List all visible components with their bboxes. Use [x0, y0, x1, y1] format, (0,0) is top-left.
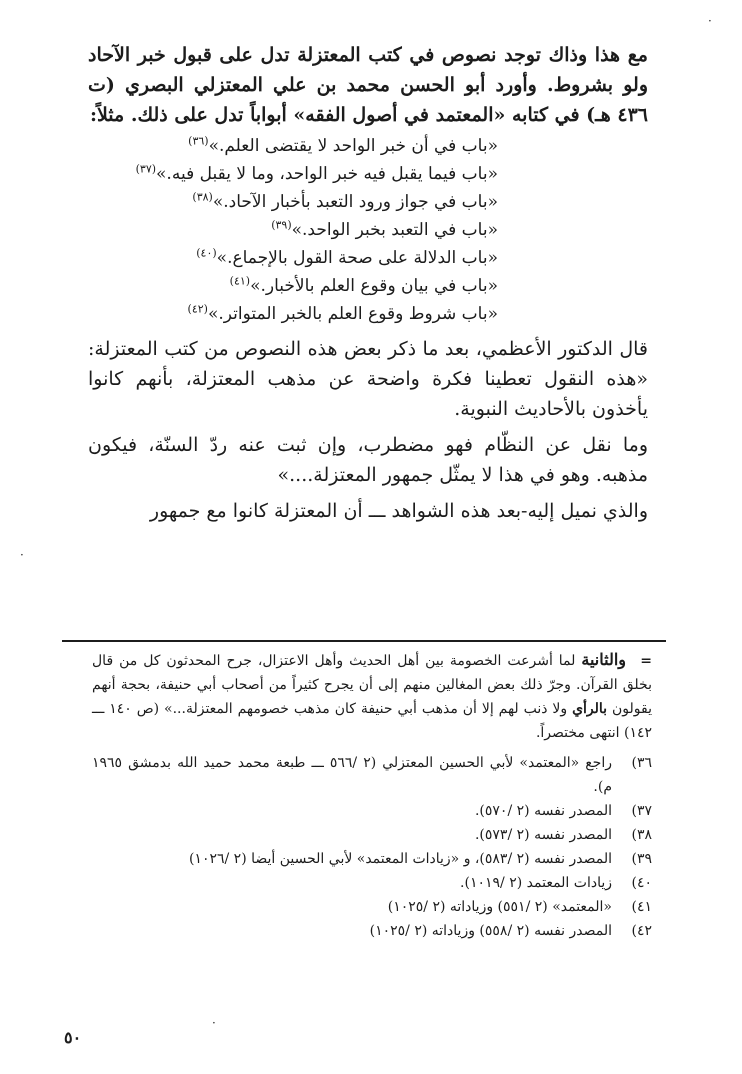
chapter-item: «باب في بيان وقوع العلم بالأخبار.»$^{(٤١)}$ [229, 274, 498, 296]
footnote-ref[interactable]: (٣٧) [135, 162, 157, 176]
chapter-item: «باب الدلالة على صحة القول بالإجماع.»$^{(٤٠)}$ [196, 246, 498, 268]
footnotes [92, 648, 652, 943]
footnote-ref[interactable]: (٣٦) [188, 134, 209, 148]
footnote-38 [92, 823, 652, 847]
footnote-text: المصدر نفسه (٢ /٥٧٠). [474, 803, 612, 819]
footnote-37 [92, 799, 652, 823]
footnote-text: المصدر نفسه (٢ /٥٨٣)، و «زيادات المعتمد» لأبي الحسين أيضا (٢ /١٠٢٦) [188, 851, 612, 867]
continuation-lead: والثانية [581, 650, 626, 669]
footnote-42 [92, 919, 652, 943]
footnote-text: المصدر نفسه (٢ /٥٧٣). [474, 827, 612, 843]
footnote-40 [92, 871, 652, 895]
continuation-marker: = [640, 653, 652, 669]
footnote-separator [62, 640, 666, 642]
footnote-ref[interactable]: (٣٩) [271, 218, 292, 232]
footnote-39 [92, 847, 652, 871]
chapter-item: «باب في أن خبر الواحد لا يقتضى العلم.»$^{(٣٦)}$ [188, 134, 498, 156]
footnote-number: ٣٧) [631, 803, 652, 819]
footnote-text: زيادات المعتمد (٢ /١٠١٩). [460, 875, 612, 891]
footnote-number: ٤٠) [631, 875, 652, 891]
paragraph-nazzam: وما نقل عن النظّام فهو مضطرب، وإن ثبت عنه ردّ السنّة، فيكون مذهبه. وهو في هذا لا يمثّل جمهور المعتزلة....» [88, 434, 648, 486]
footnote-ref[interactable]: (٣٨) [192, 190, 213, 204]
chapter-item: «باب في التعبد بخبر الواحد.»$^{(٣٩)}$ [271, 218, 498, 240]
keyword-raay: بالرأي [572, 701, 608, 717]
footnote-continuation: =والثانية لما أشرعت الخصومة بين أهل الحديث وأهل الاعتزال، جرح المحدثون كل من قال بخلق القرآن. وجرّ ذلك بعض المغالين منهم إلى أن يجرح كثيراً من أصحاب أبي حنيفة، بحجة أنهم يقولون بالرأي ولا ذنب لهم إلا أن مذهب أبي حنيفة كان مذهب خصومهم المعتزلة...» (ص ١٤٠ ـــ ١٤٢) انتهى مختصراً. [92, 650, 653, 741]
chapter-item: «باب في جواز ورود التعبد بأخبار الآحاد.»$^{(٣٨)}$ [192, 190, 498, 212]
chapter-item: «باب شروط وقوع العلم بالخبر المتواتر.»$^{(٤٢)}$ [187, 302, 498, 324]
main-text [88, 40, 648, 526]
footnote-text: راجع «المعتمد» لأبي الحسين المعتزلي (٢ /٥٦٦ ـــ طبعة محمد حميد الله بدمشق ١٩٦٥ م). [92, 755, 612, 795]
scan-speck: · [708, 14, 712, 28]
footnote-text: المصدر نفسه (٢ /٥٥٨) وزياداته (٢ /١٠٢٥) [369, 923, 612, 939]
footnote-number: ٣٩) [631, 851, 652, 867]
footnote-number: ٤١) [631, 899, 652, 915]
page-number: ٥٠ [64, 1028, 82, 1047]
footnote-ref[interactable]: (٤٢) [187, 302, 208, 316]
footnote-41 [92, 895, 652, 919]
footnote-36 [92, 751, 652, 799]
footnote-number: ٣٦) [631, 755, 652, 771]
paragraph-azami-quote: قال الدكتور الأعظمي، بعد ما ذكر بعض هذه النصوص من كتب المعتزلة: «هذه النقول تعطينا فكرة واضحة عن مذهب المعتزلة، بأنهم كانوا يأخذون بالأحاديث النبوية. [88, 338, 648, 420]
chapter-item: «باب فيما يقبل فيه خبر الواحد، وما لا يقبل فيه.»$^{(٣٧)}$ [135, 162, 498, 184]
scan-speck: · [20, 548, 24, 562]
paragraph-intro: مع هذا وذاك توجد نصوص في كتب المعتزلة تدل على قبول خبر الآحاد ولو بشروط. وأورد أبو الحسن محمد بن علي المعتزلي البصري (ت ٤٣٦ هـ) في كتابه «المعتمد في أصول الفقه» أبواباً تدل على ذلك. مثلاً: [88, 44, 648, 126]
chapter-list [88, 132, 648, 328]
paragraph-conclusion: والذي نميل إليه-بعد هذه الشواهد ـــ أن المعتزلة كانوا مع جمهور [149, 500, 648, 522]
footnote-ref[interactable]: (٤١) [229, 274, 251, 288]
footnote-number: ٣٨) [631, 827, 652, 843]
footnote-ref[interactable]: (٤٠) [196, 246, 217, 260]
footnote-number: ٤٢) [631, 923, 652, 939]
scan-speck: · [212, 1016, 216, 1030]
footnote-text: «المعتمد» (٢ /٥٥١) وزياداته (٢ /١٠٢٥) [387, 899, 612, 915]
